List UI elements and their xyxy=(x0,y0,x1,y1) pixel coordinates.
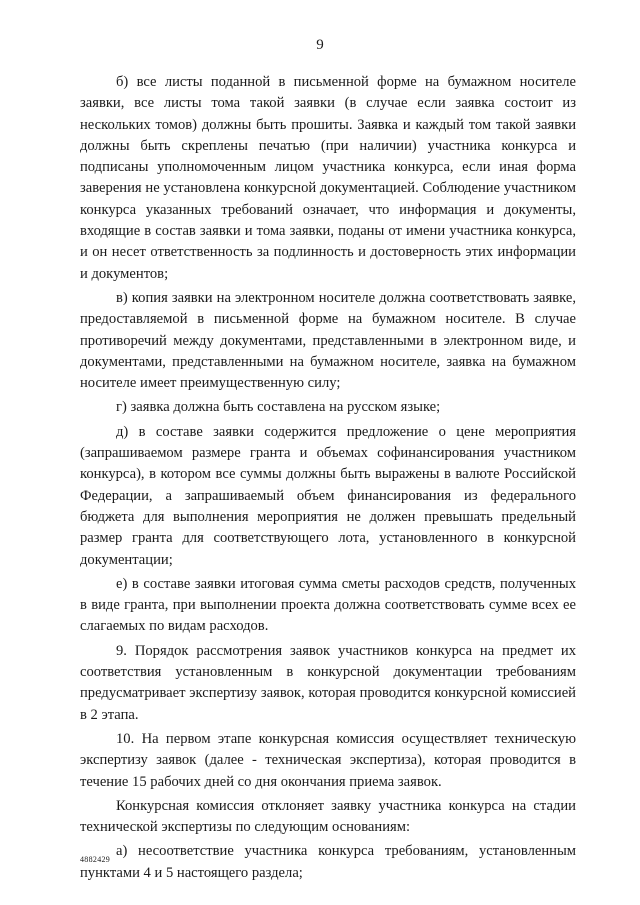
paragraph-d: д) в составе заявки содержится предложение о цене мероприятия (запрашиваемом размере гранта и объемах софинансирования участником конкурса), в котором все суммы должны быть выражены в валюте Российской Федерации, а запрашиваемый объем финансирования из федерального бюджета для выполнения мероприятия не должен превышать предельный размер гранта для соответствующего лота, установленного в конкурсной документации; xyxy=(80,423,576,568)
paragraph-9: 9. Порядок рассмотрения заявок участников конкурса на предмет их соответствия установленным в конкурсной документации требованиям предусматривает экспертизу заявок, которая проводится конкурсной комиссией в 2 этапа. xyxy=(80,642,576,723)
document-code: 4882429 xyxy=(80,855,111,864)
paragraph-rejection-grounds: Конкурсная комиссия отклоняет заявку участника конкурса на стадии технической экспертизы по следующим основаниям: xyxy=(80,797,576,836)
paragraph-e: е) в составе заявки итоговая сумма сметы расходов средств, полученных в виде гранта, при выполнении проекта должна соответствовать сумме всех ее слагаемых по видам расходов. xyxy=(80,575,576,635)
paragraph-b: б) все листы поданной в письменной форме на бумажном носителе заявки, все листы тома такой заявки (в случае если заявка состоит из нескольких томов) должны быть прошиты. Заявка и каждый том такой заявки должны быть скреплены печатью (при наличии) участника конкурса и подписаны уполномоченным лицом участника конкурса, если иная форма заверения не установлена конкурсной документацией. Соблюдение участником конкурса указанных требований означает, что информация и документы, входящие в состав заявки и тома заявки, поданы от имени участника конкурса, и он несет ответственность за подлинность и достоверность этих информации и документов; xyxy=(80,74,576,282)
paragraph-v: в) копия заявки на электронном носителе должна соответствовать заявке, предоставляемой в письменной форме на бумажном носителе. В случае противоречий между документами, представленными в электронном виде, и документами, представленными на бумажном носителе, заявка на бумажном носителе имеет преимущественную силу; xyxy=(80,289,576,392)
document-body xyxy=(80,72,576,887)
paragraph-a: а) несоответствие участника конкурса требованиям, установленным пунктами 4 и 5 настоящего раздела; xyxy=(80,843,576,881)
paragraph-g: г) заявка должна быть составлена на русском языке; xyxy=(116,399,441,416)
paragraph-10: 10. На первом этапе конкурсная комиссия осуществляет техническую экспертизу заявок (далее - техническая экспертиза), которая проводится в течение 15 рабочих дней со дня окончания приема заявок. xyxy=(80,730,576,790)
page-number: 9 xyxy=(316,37,324,53)
